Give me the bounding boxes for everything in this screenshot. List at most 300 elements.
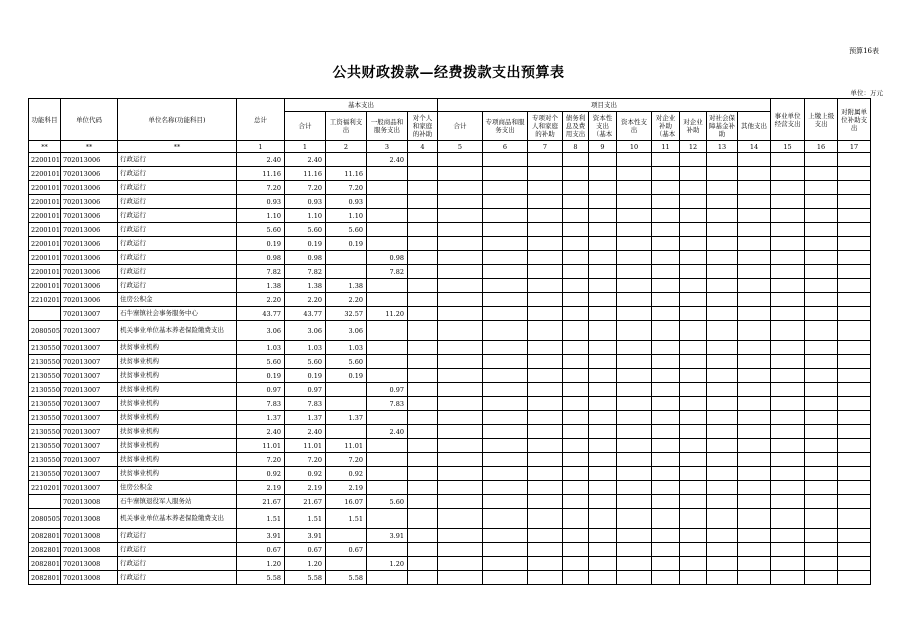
unit-name-cell: 行政运行 [118, 195, 237, 209]
total-cell: 2.19 [237, 481, 285, 495]
empty-cell [771, 467, 805, 481]
empty-cell [738, 495, 771, 509]
total-cell: 21.67 [237, 495, 285, 509]
empty-cell [408, 425, 438, 439]
total-cell: 11.16 [237, 167, 285, 181]
func-code-cell: 2082801 [29, 557, 61, 571]
basic-goods-cell: 2.40 [367, 425, 408, 439]
table-row [29, 425, 871, 439]
basic-wage-cell: 1.38 [326, 279, 367, 293]
empty-cell [805, 355, 838, 369]
column-number-cell: 17 [838, 141, 871, 153]
empty-cell [617, 509, 652, 529]
func-code-cell: 2200101 [29, 223, 61, 237]
empty-cell [483, 167, 528, 181]
empty-cell [617, 425, 652, 439]
empty-cell [838, 307, 871, 321]
empty-cell [771, 557, 805, 571]
empty-cell [617, 307, 652, 321]
basic-sum-cell: 7.20 [285, 453, 326, 467]
empty-cell [838, 279, 871, 293]
unit-code-cell: 702013008 [61, 557, 118, 571]
empty-cell [408, 481, 438, 495]
empty-cell [408, 153, 438, 167]
empty-cell [589, 467, 617, 481]
basic-wage-cell: 5.58 [326, 571, 367, 585]
empty-cell [563, 411, 589, 425]
unit-code-cell: 702013007 [61, 341, 118, 355]
empty-cell [408, 293, 438, 307]
empty-cell [589, 369, 617, 383]
header-proj-social: 对社会保障基金补助 [707, 112, 738, 141]
basic-wage-cell: 32.57 [326, 307, 367, 321]
unit-code-cell: 702013008 [61, 529, 118, 543]
total-cell: 43.77 [237, 307, 285, 321]
basic-sum-cell: 0.97 [285, 383, 326, 397]
total-cell: 0.98 [237, 251, 285, 265]
unit-code-cell: 702013007 [61, 439, 118, 453]
empty-cell [617, 153, 652, 167]
empty-cell [838, 251, 871, 265]
basic-wage-cell [326, 557, 367, 571]
unit-code-cell: 702013007 [61, 321, 118, 341]
empty-cell [438, 453, 483, 467]
table-row [29, 557, 871, 571]
basic-sum-cell: 7.82 [285, 265, 326, 279]
empty-cell [738, 321, 771, 341]
basic-sum-cell: 1.03 [285, 341, 326, 355]
empty-cell [563, 481, 589, 495]
header-proj-other: 其他支出 [738, 112, 771, 141]
empty-cell [680, 481, 707, 495]
empty-cell [589, 411, 617, 425]
basic-goods-cell: 3.91 [367, 529, 408, 543]
basic-wage-cell: 0.93 [326, 195, 367, 209]
empty-cell [680, 571, 707, 585]
empty-cell [738, 279, 771, 293]
empty-cell [438, 495, 483, 509]
unit-name-cell: 行政运行 [118, 237, 237, 251]
basic-goods-cell [367, 279, 408, 293]
basic-goods-cell: 1.20 [367, 557, 408, 571]
empty-cell [652, 307, 680, 321]
empty-cell [838, 425, 871, 439]
basic-wage-cell [326, 265, 367, 279]
empty-cell [528, 557, 563, 571]
table-row [29, 279, 871, 293]
table-row [29, 453, 871, 467]
func-code-cell: 2130550 [29, 369, 61, 383]
unit-code-cell: 702013006 [61, 279, 118, 293]
empty-cell [483, 453, 528, 467]
total-cell: 0.92 [237, 467, 285, 481]
empty-cell [707, 181, 738, 195]
header-proj-capital: 资本性支出 [617, 112, 652, 141]
empty-cell [771, 495, 805, 509]
unit-code-cell: 702013006 [61, 153, 118, 167]
empty-cell [805, 369, 838, 383]
form-number: 预算16表 [849, 47, 879, 55]
total-cell: 5.60 [237, 223, 285, 237]
empty-cell [738, 293, 771, 307]
expenditure-table [28, 98, 871, 585]
empty-cell [563, 251, 589, 265]
func-code-cell: 2200101 [29, 237, 61, 251]
unit-name-cell: 机关事业单位基本养老保险缴费支出 [118, 509, 237, 529]
header-func-code: 功能科目 [29, 99, 61, 141]
empty-cell [563, 153, 589, 167]
empty-cell [589, 453, 617, 467]
empty-cell [707, 237, 738, 251]
empty-cell [652, 397, 680, 411]
unit-code-cell: 702013006 [61, 237, 118, 251]
empty-cell [438, 279, 483, 293]
table-row [29, 571, 871, 585]
func-code-cell: 2082801 [29, 571, 61, 585]
empty-cell [838, 321, 871, 341]
empty-cell [617, 167, 652, 181]
empty-cell [652, 341, 680, 355]
empty-cell [680, 237, 707, 251]
basic-goods-cell: 7.83 [367, 397, 408, 411]
table-row [29, 495, 871, 509]
basic-wage-cell [326, 397, 367, 411]
header-basic: 基本支出 [285, 99, 438, 112]
empty-cell [652, 237, 680, 251]
empty-cell [771, 195, 805, 209]
empty-cell [805, 321, 838, 341]
empty-cell [438, 543, 483, 557]
empty-cell [707, 265, 738, 279]
empty-cell [707, 529, 738, 543]
unit-code-cell: 702013007 [61, 307, 118, 321]
basic-goods-cell: 0.97 [367, 383, 408, 397]
empty-cell [738, 237, 771, 251]
table-row [29, 543, 871, 557]
empty-cell [738, 307, 771, 321]
empty-cell [738, 467, 771, 481]
empty-cell [838, 543, 871, 557]
empty-cell [483, 279, 528, 293]
empty-cell [652, 529, 680, 543]
empty-cell [528, 355, 563, 369]
empty-cell [528, 369, 563, 383]
empty-cell [483, 383, 528, 397]
empty-cell [589, 237, 617, 251]
basic-goods-cell [367, 439, 408, 453]
empty-cell [563, 425, 589, 439]
empty-cell [563, 195, 589, 209]
empty-cell [563, 467, 589, 481]
empty-cell [483, 251, 528, 265]
empty-cell [617, 341, 652, 355]
empty-cell [838, 293, 871, 307]
empty-cell [707, 251, 738, 265]
empty-cell [652, 251, 680, 265]
empty-cell [738, 481, 771, 495]
basic-goods-cell [367, 453, 408, 467]
column-number-cell: 1 [237, 141, 285, 153]
empty-cell [738, 355, 771, 369]
func-code-cell: 2200101 [29, 209, 61, 223]
table-row [29, 341, 871, 355]
empty-cell [805, 481, 838, 495]
basic-wage-cell: 7.20 [326, 181, 367, 195]
empty-cell [563, 453, 589, 467]
unit-name-cell: 扶贫事业机构 [118, 439, 237, 453]
empty-cell [617, 495, 652, 509]
table-row [29, 167, 871, 181]
empty-cell [680, 181, 707, 195]
unit-code-cell: 702013006 [61, 181, 118, 195]
func-code-cell: 2130550 [29, 383, 61, 397]
basic-sum-cell: 21.67 [285, 495, 326, 509]
total-cell: 5.60 [237, 355, 285, 369]
column-number-cell: 6 [483, 141, 528, 153]
empty-cell [589, 195, 617, 209]
table-body [29, 153, 871, 585]
func-code-cell [29, 307, 61, 321]
empty-cell [771, 321, 805, 341]
empty-cell [805, 279, 838, 293]
total-cell: 3.06 [237, 321, 285, 341]
unit-name-cell: 石牛寨镇社会事务服务中心 [118, 307, 237, 321]
empty-cell [838, 411, 871, 425]
header-project: 项目支出 [438, 99, 771, 112]
empty-cell [680, 251, 707, 265]
empty-cell [805, 167, 838, 181]
total-cell: 1.37 [237, 411, 285, 425]
func-code-cell: 2130550 [29, 341, 61, 355]
total-cell: 2.40 [237, 425, 285, 439]
empty-cell [771, 369, 805, 383]
empty-cell [617, 293, 652, 307]
empty-cell [408, 223, 438, 237]
column-number-cell: ** [61, 141, 118, 153]
empty-cell [438, 223, 483, 237]
total-cell: 1.10 [237, 209, 285, 223]
empty-cell [617, 543, 652, 557]
empty-cell [680, 223, 707, 237]
empty-cell [528, 181, 563, 195]
total-cell: 7.20 [237, 453, 285, 467]
empty-cell [771, 543, 805, 557]
empty-cell [483, 341, 528, 355]
empty-cell [652, 279, 680, 293]
empty-cell [563, 181, 589, 195]
empty-cell [707, 453, 738, 467]
func-code-cell: 2130550 [29, 397, 61, 411]
basic-wage-cell: 0.67 [326, 543, 367, 557]
empty-cell [805, 425, 838, 439]
empty-cell [483, 153, 528, 167]
empty-cell [771, 481, 805, 495]
empty-cell [805, 453, 838, 467]
empty-cell [838, 355, 871, 369]
empty-cell [528, 209, 563, 223]
basic-wage-cell: 11.01 [326, 439, 367, 453]
empty-cell [617, 439, 652, 453]
empty-cell [528, 439, 563, 453]
empty-cell [589, 529, 617, 543]
empty-cell [563, 293, 589, 307]
empty-cell [707, 509, 738, 529]
header-proj-goods: 专项商品和服务支出 [483, 112, 528, 141]
empty-cell [617, 571, 652, 585]
unit-name-cell: 行政运行 [118, 209, 237, 223]
empty-cell [589, 557, 617, 571]
empty-cell [805, 383, 838, 397]
basic-wage-cell: 0.19 [326, 369, 367, 383]
unit-code-cell: 702013007 [61, 369, 118, 383]
empty-cell [680, 453, 707, 467]
empty-cell [589, 543, 617, 557]
unit-code-cell: 702013008 [61, 571, 118, 585]
empty-cell [617, 355, 652, 369]
empty-cell [408, 307, 438, 321]
empty-cell [563, 439, 589, 453]
basic-goods-cell [367, 509, 408, 529]
func-code-cell: 2130550 [29, 425, 61, 439]
empty-cell [838, 467, 871, 481]
empty-cell [771, 439, 805, 453]
empty-cell [838, 453, 871, 467]
func-code-cell [29, 495, 61, 509]
empty-cell [838, 265, 871, 279]
empty-cell [528, 453, 563, 467]
basic-sum-cell: 43.77 [285, 307, 326, 321]
empty-cell [528, 307, 563, 321]
func-code-cell: 2130550 [29, 355, 61, 369]
func-code-cell: 2200101 [29, 251, 61, 265]
empty-cell [771, 153, 805, 167]
empty-cell [408, 439, 438, 453]
unit-code-cell: 702013006 [61, 251, 118, 265]
basic-wage-cell: 7.20 [326, 453, 367, 467]
table-row [29, 397, 871, 411]
unit-name-cell: 扶贫事业机构 [118, 355, 237, 369]
empty-cell [563, 307, 589, 321]
empty-cell [680, 529, 707, 543]
empty-cell [838, 341, 871, 355]
empty-cell [589, 397, 617, 411]
func-code-cell: 2080505 [29, 509, 61, 529]
empty-cell [438, 571, 483, 585]
empty-cell [680, 383, 707, 397]
empty-cell [838, 397, 871, 411]
unit-name-cell: 机关事业单位基本养老保险缴费支出 [118, 321, 237, 341]
empty-cell [483, 195, 528, 209]
empty-cell [771, 341, 805, 355]
empty-cell [652, 293, 680, 307]
table-row [29, 383, 871, 397]
empty-cell [771, 167, 805, 181]
empty-cell [838, 481, 871, 495]
empty-cell [707, 369, 738, 383]
table-row [29, 529, 871, 543]
empty-cell [408, 341, 438, 355]
basic-wage-cell: 11.16 [326, 167, 367, 181]
basic-sum-cell: 2.20 [285, 293, 326, 307]
empty-cell [483, 293, 528, 307]
basic-sum-cell: 2.40 [285, 425, 326, 439]
empty-cell [738, 153, 771, 167]
basic-wage-cell: 1.37 [326, 411, 367, 425]
empty-cell [617, 481, 652, 495]
empty-cell [680, 411, 707, 425]
header-basic-wage: 工资福利支出 [326, 112, 367, 141]
empty-cell [652, 453, 680, 467]
table-row [29, 467, 871, 481]
table-row [29, 223, 871, 237]
empty-cell [438, 237, 483, 251]
empty-cell [771, 237, 805, 251]
table-row [29, 251, 871, 265]
empty-cell [589, 181, 617, 195]
empty-cell [707, 543, 738, 557]
empty-cell [771, 279, 805, 293]
empty-cell [805, 509, 838, 529]
empty-cell [438, 153, 483, 167]
basic-sum-cell: 0.19 [285, 237, 326, 251]
empty-cell [563, 321, 589, 341]
empty-cell [483, 467, 528, 481]
empty-cell [483, 543, 528, 557]
empty-cell [483, 425, 528, 439]
empty-cell [738, 529, 771, 543]
basic-sum-cell: 1.20 [285, 557, 326, 571]
func-code-cell: 2200101 [29, 195, 61, 209]
empty-cell [771, 223, 805, 237]
column-number-cell: 13 [707, 141, 738, 153]
table-row [29, 321, 871, 341]
empty-cell [617, 181, 652, 195]
table-row [29, 265, 871, 279]
empty-cell [707, 307, 738, 321]
total-cell: 1.20 [237, 557, 285, 571]
empty-cell [483, 181, 528, 195]
empty-cell [408, 571, 438, 585]
empty-cell [738, 383, 771, 397]
empty-cell [707, 481, 738, 495]
func-code-cell: 2210201 [29, 293, 61, 307]
empty-cell [408, 529, 438, 543]
empty-cell [771, 209, 805, 223]
empty-cell [528, 167, 563, 181]
empty-cell [738, 509, 771, 529]
func-code-cell: 2082801 [29, 543, 61, 557]
empty-cell [528, 153, 563, 167]
func-code-cell: 2130550 [29, 411, 61, 425]
func-code-cell: 2130550 [29, 453, 61, 467]
basic-sum-cell: 0.93 [285, 195, 326, 209]
unit-code-cell: 702013007 [61, 397, 118, 411]
empty-cell [738, 411, 771, 425]
table-row [29, 153, 871, 167]
empty-cell [563, 529, 589, 543]
empty-cell [438, 369, 483, 383]
column-number-row [29, 141, 871, 153]
total-cell: 11.01 [237, 439, 285, 453]
empty-cell [589, 481, 617, 495]
empty-cell [838, 167, 871, 181]
empty-cell [707, 341, 738, 355]
empty-cell [707, 439, 738, 453]
empty-cell [771, 529, 805, 543]
basic-sum-cell: 5.60 [285, 223, 326, 237]
header-basic-sum: 合计 [285, 112, 326, 141]
unit-code-cell: 702013007 [61, 411, 118, 425]
